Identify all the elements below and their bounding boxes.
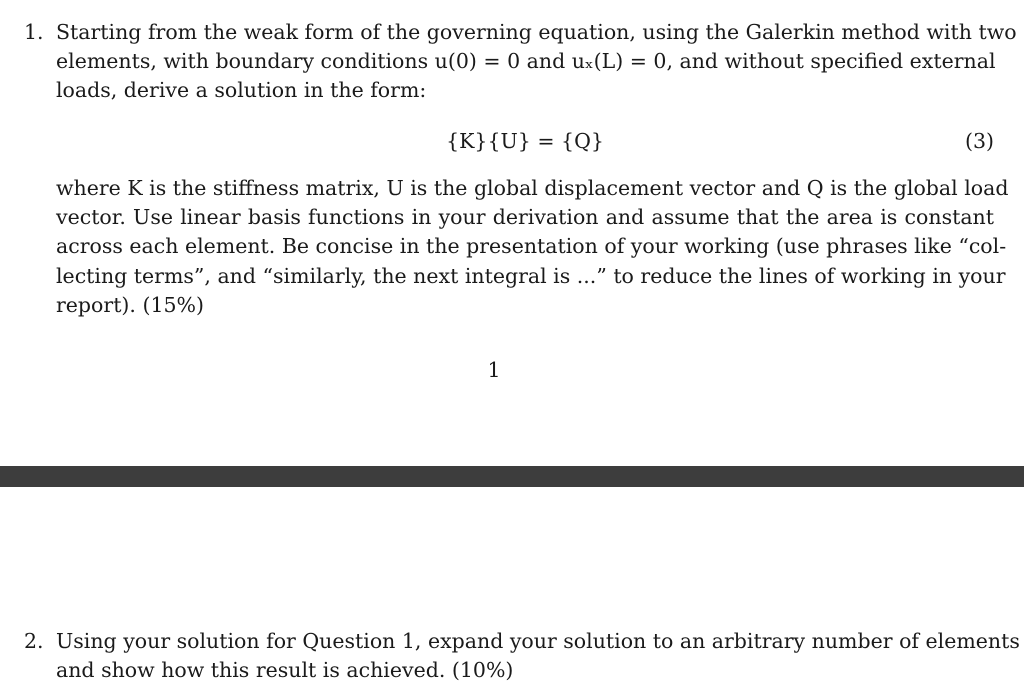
question-1-body-line-2: vector. Use linear basis functions in your derivation and assume that the area is constant <box>56 205 994 230</box>
question-1-body-line-5: report). (15%) <box>56 292 205 317</box>
question-1-body <box>56 174 1009 320</box>
question-1-body-line-3: across each element. Be concise in the presentation of your working (use phrases like “col- <box>56 234 1007 259</box>
question-1-body-line-4: lecting terms”, and “similarly, the next integral is ...” to reduce the lines of working in your <box>56 263 1006 288</box>
question-2-number: 2. <box>24 629 44 653</box>
page-separator <box>0 466 1024 487</box>
question-1-line-3: loads, derive a solution in the form: <box>56 78 427 103</box>
page-number: 1 <box>487 358 501 382</box>
question-2-text <box>56 627 1020 685</box>
equation: {K}{U} = {Q} <box>446 129 604 153</box>
question-2-line-1: Using your solution for Question 1, expand your solution to an arbitrary number of elements <box>56 629 1020 653</box>
question-1-body-line-1: where K is the stiffness matrix, U is the global displacement vector and Q is the global load <box>56 176 1009 200</box>
question-1-line-2: elements, with boundary conditions u(0) = 0 and uₓ(L) = 0, and without specified external <box>56 49 996 74</box>
question-1-number: 1. <box>24 20 44 44</box>
page-lower <box>0 487 1024 700</box>
question-1-intro <box>56 18 1017 106</box>
equation-row <box>56 127 994 157</box>
equation-number: (3) <box>964 129 994 153</box>
question-2-line-2: and show how this result is achieved. (10%) <box>56 658 514 683</box>
question-1-line-1: Starting from the weak form of the governing equation, using the Galerkin method with two <box>56 20 1017 44</box>
